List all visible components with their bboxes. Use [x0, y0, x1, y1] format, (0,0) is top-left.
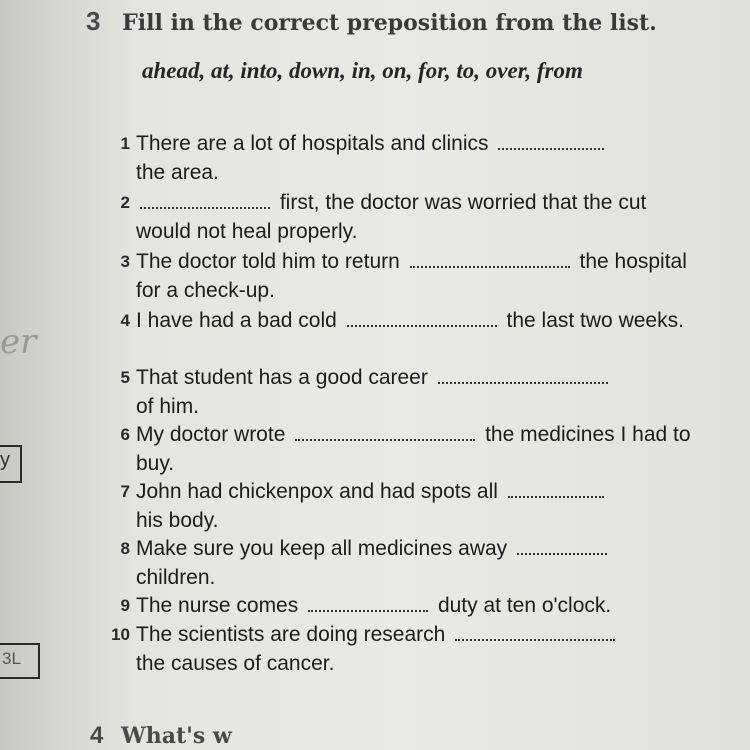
exercise-item	[96, 248, 696, 307]
margin-box-bottom	[0, 643, 40, 679]
exercise-instruction: Fill in the correct preposition from the list.	[122, 10, 657, 36]
margin-box-bottom-text: 3L	[2, 649, 21, 668]
answer-blank[interactable]	[517, 537, 607, 555]
answer-blank[interactable]	[347, 309, 497, 327]
answer-blank[interactable]	[508, 480, 604, 498]
margin-box-top	[0, 445, 22, 483]
item-number: 10	[111, 625, 130, 644]
answer-blank[interactable]	[438, 366, 608, 384]
item-number: 6	[120, 425, 130, 444]
item-text-after: duty at ten o'clock.	[437, 594, 612, 617]
exercise-item	[96, 535, 696, 592]
exercise-item	[96, 307, 696, 364]
item-text-after: the hospital for a check-up.	[136, 250, 687, 302]
item-text-after: first, the doctor was worried that the cut would not heal properly.	[136, 191, 647, 243]
item-text-before: The scientists are doing research	[136, 623, 446, 646]
item-text-before: John had chickenpox and had spots all	[136, 480, 498, 503]
exercise-item	[96, 478, 696, 535]
item-number: 1	[120, 134, 130, 153]
item-text-before: There are a lot of hospitals and clinics	[136, 132, 489, 155]
item-text-after: the causes of cancer.	[136, 651, 335, 675]
next-exercise-heading	[90, 722, 490, 750]
answer-blank[interactable]	[455, 623, 615, 641]
next-exercise-number: 4	[90, 722, 104, 749]
item-text-before: I have had a bad cold	[136, 309, 337, 332]
answer-blank[interactable]	[295, 423, 475, 441]
item-number: 5	[120, 368, 130, 387]
item-number: 3	[120, 252, 130, 271]
item-number: 8	[120, 539, 130, 558]
item-text-before: Make sure you keep all medicines away	[136, 537, 508, 560]
exercise-items	[96, 130, 696, 678]
item-text-before: The doctor told him to return	[136, 250, 400, 273]
exercise-item	[96, 592, 696, 621]
answer-blank[interactable]	[308, 594, 428, 612]
next-exercise-title: What's w	[121, 723, 232, 749]
preposition-word-list: ahead, at, into, down, in, on, for, to, over, from	[142, 58, 583, 83]
item-text-after: the medicines I had to buy.	[136, 423, 691, 475]
margin-box-top-text: y	[0, 449, 10, 471]
item-number: 2	[120, 193, 130, 212]
exercise-number: 3	[86, 6, 101, 36]
item-number: 9	[120, 596, 130, 615]
item-text-before: The nurse comes	[136, 594, 299, 617]
item-number: 4	[120, 311, 130, 330]
item-text-after: the area.	[136, 160, 219, 184]
margin-scribble: er	[0, 322, 37, 362]
answer-blank[interactable]	[140, 191, 270, 209]
exercise-item	[96, 364, 696, 421]
exercise-item	[96, 130, 696, 189]
exercise-item	[96, 621, 696, 678]
answer-blank[interactable]	[410, 250, 570, 268]
exercise-item	[96, 421, 696, 478]
answer-blank[interactable]	[498, 132, 604, 150]
item-text-after: of him.	[136, 394, 200, 418]
exercise-item	[96, 189, 696, 248]
item-text-after: children.	[136, 565, 216, 589]
item-text-before: That student has a good career	[136, 366, 428, 389]
item-text-before: My doctor wrote	[136, 423, 286, 446]
item-text-after: his body.	[136, 508, 219, 532]
item-text-after: the last two weeks.	[506, 309, 684, 332]
item-number: 7	[120, 482, 130, 501]
exercise-header	[86, 6, 726, 37]
